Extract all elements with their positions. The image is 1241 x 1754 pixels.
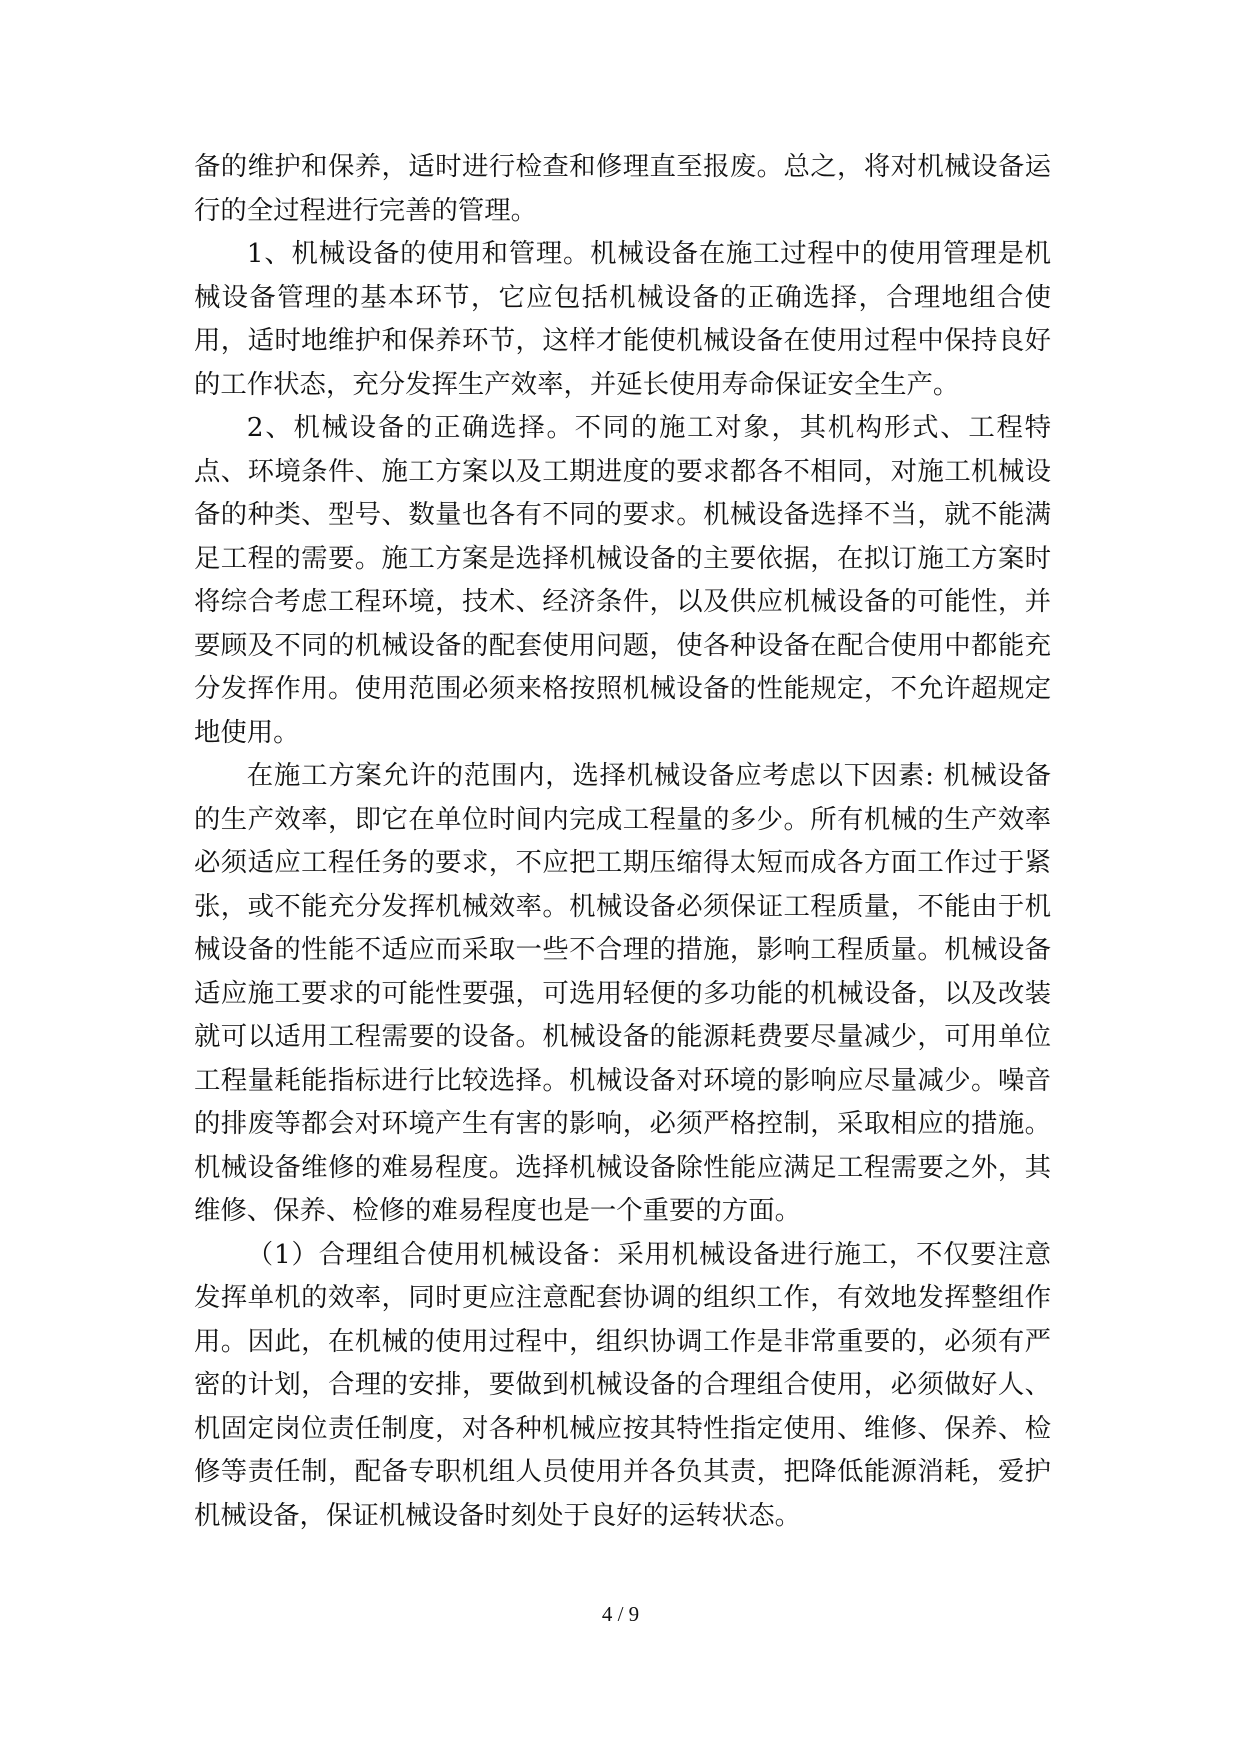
- paragraph-3: 2、机械设备的正确选择。不同的施工对象，其机构形式、工程特点、环境条件、施工方案以及工期进度的要求都各不相同，对施工机械设备的种类、型号、数量也各有不同的要求。机械设备选择不当，就不能满足工程的需要。施工方案是选择机械设备的主要依据，在拟订施工方案时将综合考虑工程环境，技术、经济条件，以及供应机械设备的可能性，并要顾及不同的机械设备的配套使用问题，使各种设备在配合使用中都能充分发挥作用。使用范围必须来格按照机械设备的性能规定，不允许超规定地使用。: [194, 412, 1051, 748]
- page-number: 4 / 9: [601, 1602, 640, 1626]
- paragraph-1: 备的维护和保养，适时进行检查和修理直至报废。总之，将对机械设备运行的全过程进行完善的管理。: [194, 151, 1051, 226]
- paragraph-5: （1）合理组合使用机械设备：采用机械设备进行施工，不仅要注意发挥单机的效率，同时更应注意配套协调的组织工作，有效地发挥整组作用。因此，在机械的使用过程中，组织协调工作是非常重要的，必须有严密的计划，合理的安排，要做到机械设备的合理组合使用，必须做好人、机固定岗位责任制度，对各种机械应按其特性指定使用、维修、保养、检修等责任制，配备专职机组人员使用并各负其责，把降低能源消耗，爱护机械设备，保证机械设备时刻处于良好的运转状态。: [194, 1238, 1051, 1531]
- document-body: [194, 145, 1051, 1537]
- paragraph-2: 1、机械设备的使用和管理。机械设备在施工过程中的使用管理是机械设备管理的基本环节，它应包括机械设备的正确选择，合理地组合使用，适时地维护和保养环节，这样才能使机械设备在使用过程中保持良好的工作状态，充分发挥生产效率，并延长使用寿命保证安全生产。: [194, 238, 1051, 400]
- paragraph-4: 在施工方案允许的范围内，选择机械设备应考虑以下因素: 机械设备的生产效率，即它在单位时间内完成工程量的多少。所有机械的生产效率必须适应工程任务的要求，不应把工期压缩得太短而成各方面工作过于紧张，或不能充分发挥机械效率。机械设备必须保证工程质量，不能由于机械设备的性能不适应而采取一些不合理的措施，影响工程质量。机械设备适应施工要求的可能性要强，可选用轻便的多功能的机械设备，以及改装就可以适用工程需要的设备。机械设备的能源耗费要尽量减少，可用单位工程量耗能指标进行比较选择。机械设备对环境的影响应尽量减少。噪音的排废等都会对环境产生有害的影响，必须严格控制，采取相应的措施。机械设备维修的难易程度。选择机械设备除性能应满足工程需要之外，其维修、保养、检修的难易程度也是一个重要的方面。: [194, 760, 1051, 1226]
